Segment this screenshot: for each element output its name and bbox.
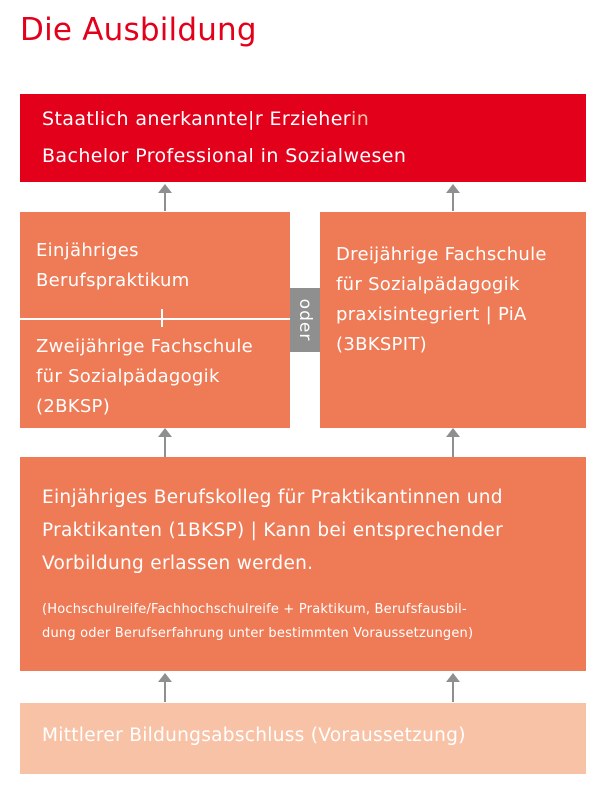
page-title: Die Ausbildung: [20, 12, 257, 48]
berufskolleg-note-line-1: (Hochschulreife/Fachhochschulreife + Praktikum, Berufsfausbil-: [42, 602, 467, 617]
plus-icon: [161, 309, 163, 327]
qualification-line-1-accent: in: [351, 108, 370, 130]
2bksp-line-3: (2BKSP): [36, 396, 111, 417]
2bksp-text: [36, 332, 253, 422]
berufskolleg-box: [20, 457, 586, 671]
berufspraktikum-line-2: Berufspraktikum: [36, 270, 190, 291]
pia-line-2: für Sozialpädagogik: [336, 274, 520, 295]
arrow-up-right-top: [445, 184, 461, 211]
pia-line-3: praxisintegriert | PiA: [336, 304, 527, 325]
2bksp-line-2: für Sozialpädagogik: [36, 366, 220, 387]
left-divider-line: [20, 318, 290, 320]
qualification-box: [20, 94, 586, 182]
oder-label: oder: [295, 298, 315, 342]
qualification-line-1-main: Staatlich anerkannte|r Erzieher: [42, 108, 352, 130]
left-path-box: [20, 212, 290, 428]
pia-line-1: Dreijährige Fachschule: [336, 244, 547, 265]
berufskolleg-note-line-2: dung oder Berufserfahrung unter bestimmten Voraussetzungen): [42, 626, 474, 641]
arrow-up-right-mid: [445, 428, 461, 457]
prerequisite-text: Mittlerer Bildungsabschluss (Voraussetzung): [42, 725, 466, 746]
qualification-line-1: [42, 108, 369, 130]
arrow-up-left-top: [157, 184, 173, 211]
2bksp-line-1: Zweijährige Fachschule: [36, 336, 253, 357]
qualification-line-2: Bachelor Professional in Sozialwesen: [42, 145, 407, 167]
prerequisite-box: [20, 703, 586, 774]
oder-connector: [290, 288, 320, 352]
arrow-up-left-mid: [157, 428, 173, 457]
berufskolleg-line-2: Praktikanten (1BKSP) | Kann bei entsprechender: [42, 520, 503, 541]
berufskolleg-text: [42, 481, 503, 580]
berufspraktikum-line-1: Einjähriges: [36, 240, 139, 261]
pia-text: [336, 240, 547, 360]
right-path-box: [320, 212, 586, 428]
arrow-up-left-bottom: [157, 673, 173, 702]
pia-line-4: (3BKSPIT): [336, 334, 427, 355]
berufskolleg-line-3: Vorbildung erlassen werden.: [42, 553, 314, 574]
arrow-up-right-bottom: [445, 673, 461, 702]
berufspraktikum-text: [36, 236, 190, 296]
berufskolleg-note: [42, 598, 473, 646]
berufskolleg-line-1: Einjähriges Berufskolleg für Praktikantinnen und: [42, 487, 503, 508]
